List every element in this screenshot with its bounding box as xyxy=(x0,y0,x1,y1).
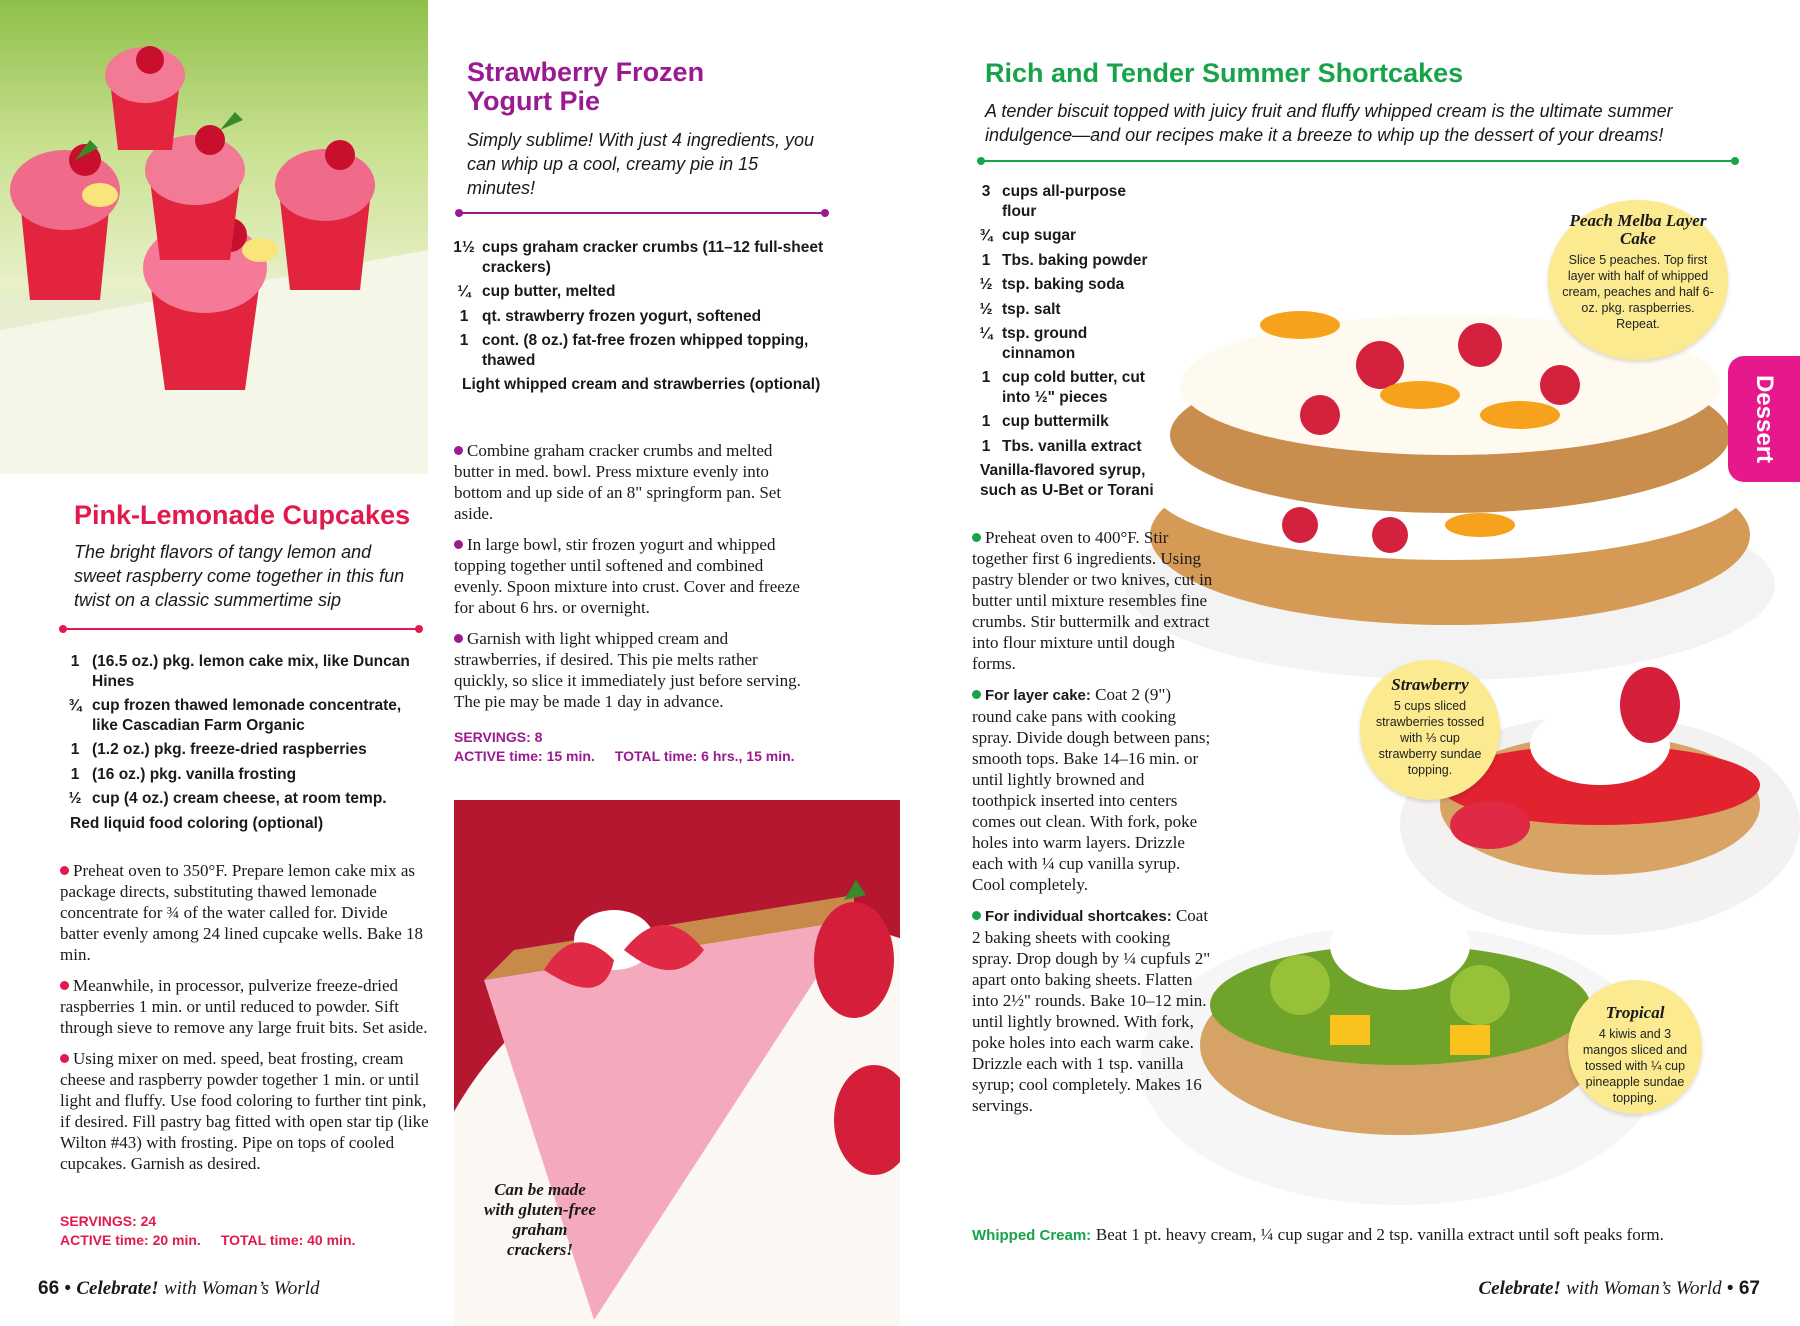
ingredient: ¼ cup butter, melted xyxy=(457,283,616,300)
ingredient: ¾ cup sugar xyxy=(979,227,1077,244)
whipped-cream-label: Whipped Cream: xyxy=(972,1227,1092,1244)
bullet-icon xyxy=(60,1054,69,1063)
servings: SERVINGS: 24 xyxy=(60,1213,157,1229)
bullet-icon xyxy=(972,911,981,920)
cupcakes-illustration xyxy=(0,0,428,474)
ingredient: ¾ cup frozen thawed lemonade concentrate, like Cascadian Farm Organic xyxy=(68,697,402,734)
footer-right xyxy=(1478,1278,1760,1300)
ingredient: 1½ cups graham cracker crumbs (11–12 full-sheet crackers) xyxy=(453,239,824,276)
cupcakes-photo xyxy=(0,0,428,474)
ingredient: 1 (16.5 oz.) pkg. lemon cake mix, like Duncan Hines xyxy=(70,653,410,690)
active-time: ACTIVE time: 20 min. xyxy=(60,1232,201,1248)
cupcakes-title: Pink-Lemonade Cupcakes xyxy=(74,500,411,530)
bullet-icon xyxy=(972,533,981,542)
pie-photo-note: Can be made with gluten-free graham crackers! xyxy=(484,1180,596,1259)
bullet-icon xyxy=(972,690,981,699)
pie-intro: Simply sublime! With just 4 ingredients, you can whip up a cool, creamy pie in 15 minutes! xyxy=(467,130,814,198)
whipped-cream-text: Beat 1 pt. heavy cream, ¼ cup sugar and 2 tsp. vanilla extract until soft peaks form. xyxy=(1095,1225,1664,1244)
section-tab-label: Dessert xyxy=(1751,374,1778,464)
step: For layer cake: Coat 2 (9") round cake pans with cooking spray. Divide dough between pans; smooth tops. Bake 14–16 min. or until lightly browned and toothpick inserted into centers comes out clean. With fork, poke holes into warm layers. Drizzle each with ¼ cup vanilla syrup. Cool completely. xyxy=(972,685,1211,894)
footer-brand-rest: with Woman’s World xyxy=(163,1278,320,1299)
ingredient: 1 qt. strawberry frozen yogurt, softened xyxy=(459,307,762,325)
page-number: 67 xyxy=(1738,1278,1760,1299)
servings: SERVINGS: 8 xyxy=(454,729,543,745)
ingredient: ½ tsp. baking soda xyxy=(979,276,1125,293)
step: Garnish with light whipped cream and strawberries, if desired. This pie melts rather quickly, so slice it immediately just before serving. The pie may be made 1 day in advance. xyxy=(454,629,801,711)
shortcakes-divider xyxy=(980,160,1736,162)
ingredient: 1 (1.2 oz.) pkg. freeze-dried raspberries xyxy=(70,741,367,758)
cupcakes-intro: The bright flavors of tangy lemon and sweet raspberry come together in this fun twist on a classic summertime sip xyxy=(74,542,405,610)
ingredient: 1 cont. (8 oz.) fat-free frozen whipped topping, thawed xyxy=(459,332,809,369)
bullet-icon xyxy=(60,981,69,990)
ingredient: 1 (16 oz.) pkg. vanilla frosting xyxy=(70,765,297,783)
pie-divider xyxy=(458,212,826,214)
cupcakes-ingredient-list xyxy=(62,652,418,838)
callout-strawberry: Strawberry 5 cups sliced strawberries tossed with ⅓ cup strawberry sundae topping. xyxy=(1360,660,1500,800)
shortcakes-title: Rich and Tender Summer Shortcakes xyxy=(985,58,1464,88)
ingredient: 1 Tbs. vanilla extract xyxy=(981,437,1142,455)
pie-ingredient-list xyxy=(450,238,830,400)
step: Combine graham cracker crumbs and melted butter in med. bowl. Press mixture evenly into bottom and up side of an 8" springform pan. Set aside. xyxy=(454,441,782,523)
whipped-cream-note xyxy=(972,1224,1752,1246)
bullet-icon xyxy=(454,446,463,455)
shortcakes-intro: A tender biscuit topped with juicy fruit and fluffy whipped cream is the ultimate summer indulgence—and our recipes make it a breeze to whip up the dessert of your dreams! xyxy=(985,101,1673,145)
step: Meanwhile, in processor, pulverize freeze-dried raspberries 1 min. or until reduced to powder. Sift through sieve to remove any large fruit bits. Set aside. xyxy=(60,976,428,1037)
section-tab-dessert[interactable] xyxy=(1728,356,1800,482)
cupcakes-steps xyxy=(60,860,430,1184)
footer-separator: • xyxy=(1726,1278,1734,1299)
cupcakes-meta xyxy=(60,1212,355,1250)
bullet-icon xyxy=(60,866,69,875)
ingredient: 3 cups all-purpose flour xyxy=(981,183,1127,220)
footer-brand-rest: with Woman’s World xyxy=(1566,1278,1722,1299)
footer-separator: • xyxy=(64,1278,72,1299)
ingredient: 1 cup buttermilk xyxy=(981,413,1109,430)
ingredient: 1 Tbs. baking powder xyxy=(981,251,1148,269)
shortcakes-steps xyxy=(972,527,1222,1126)
step: In large bowl, stir frozen yogurt and whipped topping together until softened and combined evenly. Spoon mixture into crust. Cover and freeze for about 6 hrs. or overnight. xyxy=(454,535,800,617)
pie-steps xyxy=(454,440,814,722)
ingredient: ½ cup (4 oz.) cream cheese, at room temp. xyxy=(68,790,387,807)
total-time: TOTAL time: 6 hrs., 15 min. xyxy=(614,748,795,764)
bullet-icon xyxy=(454,540,463,549)
pie-meta xyxy=(454,728,795,766)
callout-tropical: Tropical 4 kiwis and 3 mangos sliced and tossed with ¼ cup pineapple sundae topping. xyxy=(1568,980,1702,1114)
active-time: ACTIVE time: 15 min. xyxy=(454,748,595,764)
bullet-icon xyxy=(454,634,463,643)
step: For individual shortcakes: Coat 2 baking sheets with cooking spray. Drop dough by ¼ cupfuls 2" apart onto baking sheets. Flatten into 2½" rounds. Bake 10–12 min. until lightly browned. With fork, poke holes into each warm cake. Drizzle each with 1 tsp. vanilla syrup; cool completely. Makes 16 servings. xyxy=(972,906,1211,1115)
step: Preheat oven to 400°F. Stir together first 6 ingredients. Using pastry blender or two knives, cut in butter until mixture resembles fine crumbs. Stir buttermilk and extract into flour mixture until dough forms. xyxy=(972,528,1213,673)
ingredient: ½ tsp. salt xyxy=(979,300,1061,318)
step: Preheat oven to 350°F. Prepare lemon cake mix as package directs, substituting thawed lemonade concentrate for ¾ of the water called for. Divide batter evenly among 24 lined cupcake wells. Bake 18 min. xyxy=(60,861,424,964)
callout-peach-melba: Peach Melba Layer Cake Slice 5 peaches. Top first layer with half of whipped cream, peaches and half 6-oz. pkg. raspberries. Repeat. xyxy=(1548,200,1728,360)
pie-title: Strawberry Frozen Yogurt Pie xyxy=(467,57,705,116)
total-time: TOTAL time: 40 min. xyxy=(220,1232,356,1248)
ingredient: ¼ tsp. ground cinnamon xyxy=(979,325,1088,362)
ingredient: 1 cup cold butter, cut into ½" pieces xyxy=(981,369,1145,406)
footer-brand-bold: Celebrate! xyxy=(76,1278,159,1299)
footer-left xyxy=(38,1278,320,1300)
ingredient: Vanilla-flavored syrup, such as U-Bet or Torani xyxy=(980,462,1154,499)
step: Using mixer on med. speed, beat frosting, cream cheese and raspberry powder together 1 min. or until light and fluffy. Use food coloring to further tint pink, if desired. Fill pastry bag fitted with open star tip (like Wilton #43) with frosting. Pipe on tops of cooled cupcakes. Garnish as desired. xyxy=(60,1049,429,1173)
cupcakes-divider xyxy=(62,628,420,630)
ingredient: Light whipped cream and strawberries (optional) xyxy=(462,376,821,393)
footer-brand-bold: Celebrate! xyxy=(1478,1278,1561,1299)
ingredient: Red liquid food coloring (optional) xyxy=(70,814,324,832)
shortcakes-ingredient-list xyxy=(974,182,1154,505)
page-number: 66 xyxy=(38,1278,60,1299)
